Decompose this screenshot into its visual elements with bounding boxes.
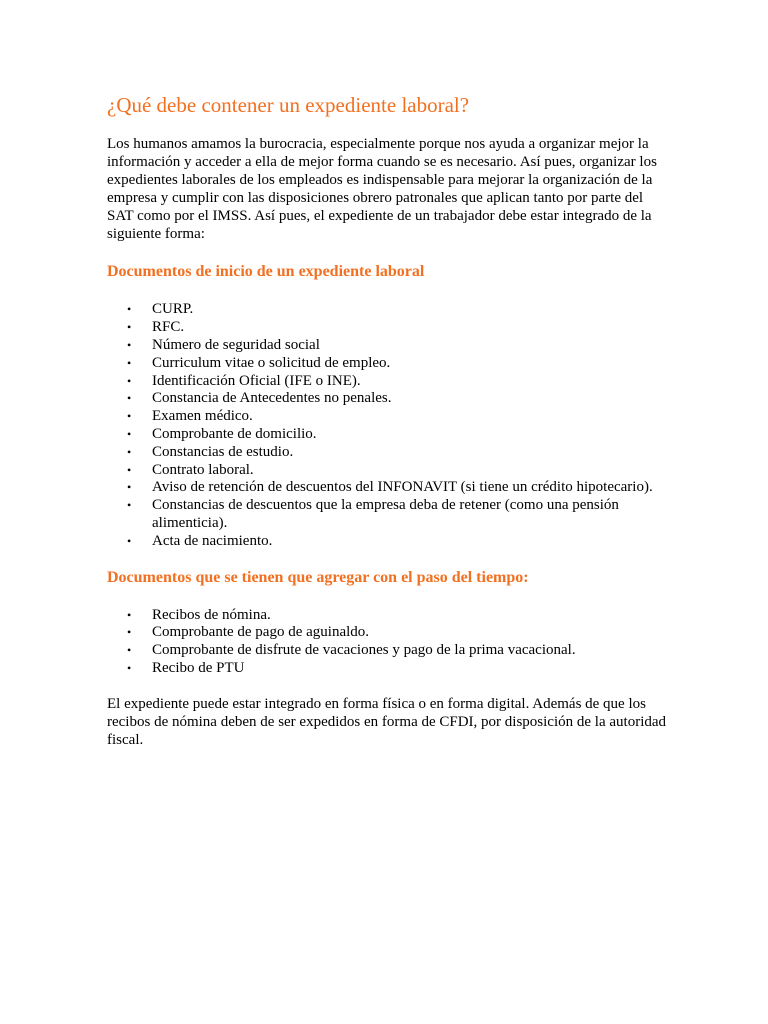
list-item-text: Comprobante de pago de aguinaldo. [152,624,370,641]
bullet-icon: • [127,480,132,495]
bullet-icon: • [127,320,132,335]
list-item-text: Número de seguridad social [152,337,320,354]
list-item [107,607,667,625]
list-item [107,444,667,462]
list-item-text: Constancias de descuentos que la empresa deba de retener (como una pensión alimenticia). [152,497,619,531]
list-item [107,426,667,444]
list-item [107,479,667,497]
list-item-text: Acta de nacimiento. [152,532,273,549]
bullet-icon: • [127,533,132,548]
bullet-icon: • [127,660,132,675]
list-item [107,337,667,355]
closing-paragraph: El expediente puede estar integrado en forma física o en forma digital. Además de que los recibos de nómina deben de ser expedidos en forma de CFDI, por disposición de la autoridad fiscal. [107,695,667,748]
list-documentos-inicio [107,301,667,550]
list-item [107,390,667,408]
list-item [107,373,667,391]
bullet-icon: • [127,373,132,388]
list-item [107,462,667,480]
list-item [107,319,667,337]
list-item-text: Recibos de nómina. [152,606,271,623]
bullet-icon: • [127,462,132,477]
list-item-text: CURP. [152,301,194,318]
list-item [107,301,667,319]
list-item-text: Constancia de Antecedentes no penales. [152,390,392,407]
list-item-text: Curriculum vitae o solicitud de empleo. [152,354,391,371]
list-item [107,642,667,660]
intro-paragraph: Los humanos amamos la burocracia, especialmente porque nos ayuda a organizar mejor la información y acceder a ella de mejor forma cuando se es necesario. Así pues, organizar los expedientes laborales de los empleados es indispensable para mejorar la organización de la empresa y cumplir con las disposiciones obrero patronales que aplican tanto por parte del SAT como por el IMSS. Así pues, el expediente de un trabajador debe estar integrado de la siguiente forma: [107,136,657,242]
document-body [107,92,667,750]
list-item-text: Recibo de PTU [152,659,245,676]
list-item [107,355,667,373]
bullet-icon: • [127,607,132,622]
list-item-text: Comprobante de domicilio. [152,426,317,443]
bullet-icon: • [127,498,132,513]
list-item [107,408,667,426]
list-item-text: Aviso de retención de descuentos del INFONAVIT (si tiene un crédito hipotecario). [152,479,653,496]
bullet-icon: • [127,409,132,424]
list-item-text: Examen médico. [152,408,253,425]
list-item-text: RFC. [152,319,185,336]
list-item [107,533,667,551]
bullet-icon: • [127,302,132,317]
bullet-icon: • [127,625,132,640]
list-item-text: Comprobante de disfrute de vacaciones y pago de la prima vacacional. [152,642,576,659]
list-documentos-paso-del-tiempo [107,607,667,678]
section-heading-paso-del-tiempo: Documentos que se tienen que agregar con el paso del tiempo: [107,568,529,586]
bullet-icon: • [127,427,132,442]
bullet-icon: • [127,444,132,459]
list-item [107,624,667,642]
list-item-text: Identificación Oficial (IFE o INE). [152,372,361,389]
bullet-icon: • [127,355,132,370]
list-item [107,497,667,533]
list-item-text: Contrato laboral. [152,461,254,478]
bullet-icon: • [127,338,132,353]
list-item-text: Constancias de estudio. [152,443,294,460]
section-heading-inicio: Documentos de inicio de un expediente laboral [107,263,425,281]
bullet-icon: • [127,643,132,658]
document-title: ¿Qué debe contener un expediente laboral? [107,93,470,117]
bullet-icon: • [127,391,132,406]
list-item [107,660,667,678]
